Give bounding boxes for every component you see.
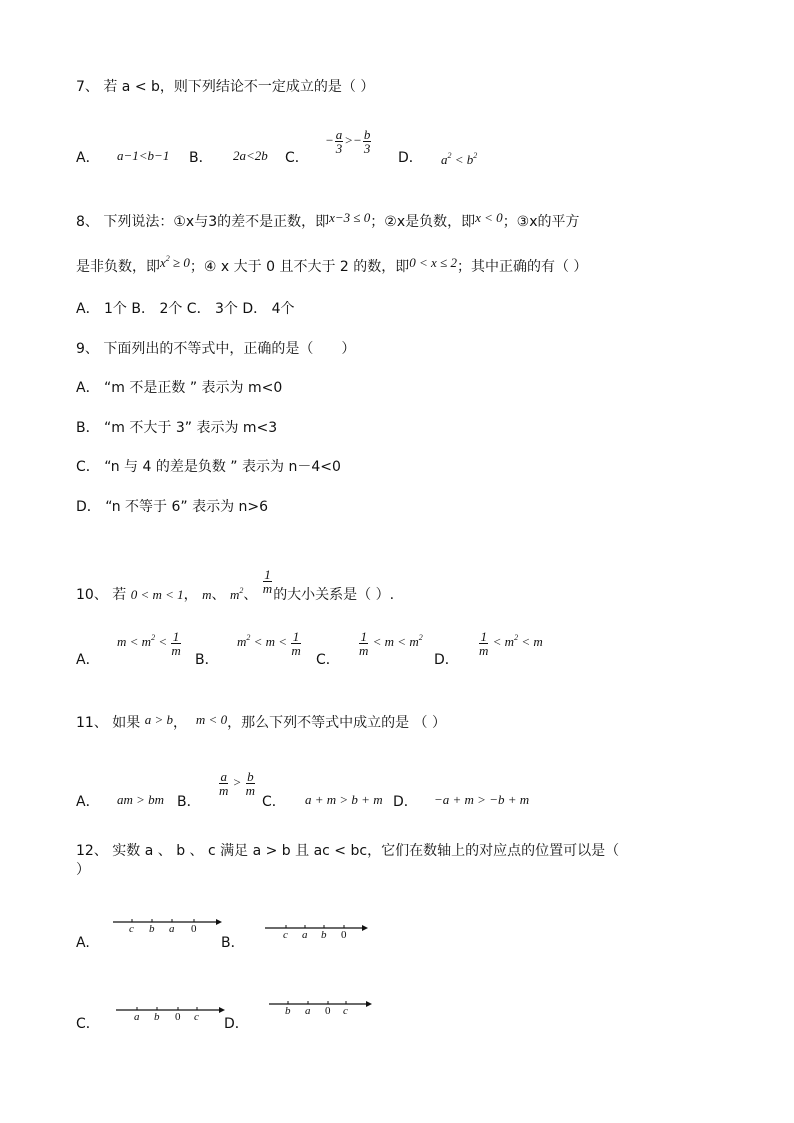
q11-label-d: D．	[393, 794, 418, 810]
q10-option-a: $m < m^2$ < $\frac{1}{m}$	[117, 628, 181, 658]
number-line-arrow	[115, 1004, 225, 1016]
axis-label: 0	[191, 923, 197, 935]
q10-stem: 10、 若 0 < m < 1， m、 $m^2$、 $\frac{1}{m}$ 的大小关系是（ ）.	[76, 567, 395, 603]
q12-number-line-d	[268, 998, 372, 1017]
axis-label: b	[321, 929, 327, 941]
q11-label-c: C．	[262, 794, 286, 810]
axis-label: c	[283, 929, 288, 941]
q10-label-d: D．	[434, 652, 459, 668]
q7-stem: 7、 若 a < b，则下列结论不一定成立的是（ ）	[76, 79, 375, 95]
q11-option-a: am > bm	[117, 792, 165, 807]
axis-label: 0	[341, 929, 347, 941]
axis-label: b	[285, 1005, 291, 1017]
axis-label: a	[134, 1011, 140, 1023]
q12-stem-line-1: 12、 实数 a 、 b 、 c 满足 a > b 且 ac < bc，它们在数轴上的对应点的位置可以是（	[76, 843, 620, 859]
number-line-arrow	[268, 998, 372, 1010]
axis-label: b	[149, 923, 155, 935]
axis-label: a	[169, 923, 175, 935]
q8-line-1: 8、 下列说法：①x与3的差不是正数，即x−3 ≤ 0；②x是负数，即x < 0；③x的平方	[76, 210, 580, 230]
q9-option-a: A． “m 不是正数 ” 表示为 m<0	[76, 380, 283, 396]
q10-label-c: C．	[316, 652, 340, 668]
q8-line-2: 是非负数，即$x^2 \ge 0$；④ x 大于 0 且不大于 2 的数，即0 < x ≤ 2；其中正确的有（ ）	[76, 254, 588, 275]
axis-label: c	[194, 1011, 199, 1023]
q11-option-b: $\frac{a}{m}$ > $\frac{b}{m}$	[219, 769, 256, 798]
q12-number-line-c	[115, 1004, 225, 1023]
q7-label-c: C．	[285, 150, 309, 166]
number-line-arrow	[264, 922, 368, 934]
q9-option-b: B． “m 不大于 3” 表示为 m<3	[76, 420, 278, 436]
axis-label: b	[154, 1011, 160, 1023]
q11-option-c: a + m > b + m	[305, 792, 383, 807]
q11-option-d: −a + m > −b + m	[434, 792, 530, 807]
q10-option-b: $m^2 < m$ < $\frac{1}{m}$	[237, 628, 301, 658]
q8-options: A． 1个 B． 2个 C． 3个 D． 4个	[76, 301, 295, 317]
q10-label-a: A．	[76, 652, 100, 668]
q11-label-b: B．	[177, 794, 201, 810]
axis-label: c	[343, 1005, 348, 1017]
q12-stem-line-2: ）	[76, 862, 90, 878]
q12-label-c: C．	[76, 1016, 100, 1032]
q7-option-b: 2a<2b	[233, 148, 268, 163]
q7-option-c: − $\frac{a}{3}$ >− $\frac{b}{3}$	[325, 127, 371, 156]
axis-label: a	[305, 1005, 311, 1017]
q9-stem: 9、 下面列出的不等式中，正确的是（ ）	[76, 341, 356, 357]
q12-number-line-b	[264, 922, 368, 941]
q12-label-b: B．	[221, 935, 245, 951]
q9-option-c: C． “n 与 4 的差是负数 ” 表示为 n－4<0	[76, 459, 341, 475]
q12-label-d: D．	[224, 1016, 249, 1032]
q7-option-a: a−1<b−1	[117, 148, 170, 163]
q7-label-b: B．	[189, 150, 213, 166]
q12-number-line-a	[112, 916, 222, 935]
q11-label-a: A．	[76, 794, 100, 810]
axis-label: 0	[175, 1011, 181, 1023]
axis-label: c	[129, 923, 134, 935]
q7-label-d: D．	[398, 150, 423, 166]
axis-label: a	[302, 929, 308, 941]
q7-label-a: A．	[76, 150, 100, 166]
q7-option-d: $a^2 < b^2$	[441, 151, 478, 167]
q10-option-c: $\frac{1}{m}$ < $m < m^2$	[359, 628, 423, 658]
q9-option-d: D． “n 不等于 6” 表示为 n>6	[76, 499, 269, 515]
axis-label: 0	[325, 1005, 331, 1017]
q12-label-a: A.	[76, 935, 90, 951]
q11-stem: 11、 如果 a > b， m < 0，那么下列不等式中成立的是 （ ）	[76, 712, 446, 731]
q10-label-b: B．	[195, 652, 219, 668]
q10-option-d: $\frac{1}{m}$ < $m^2 < m$	[479, 628, 543, 658]
